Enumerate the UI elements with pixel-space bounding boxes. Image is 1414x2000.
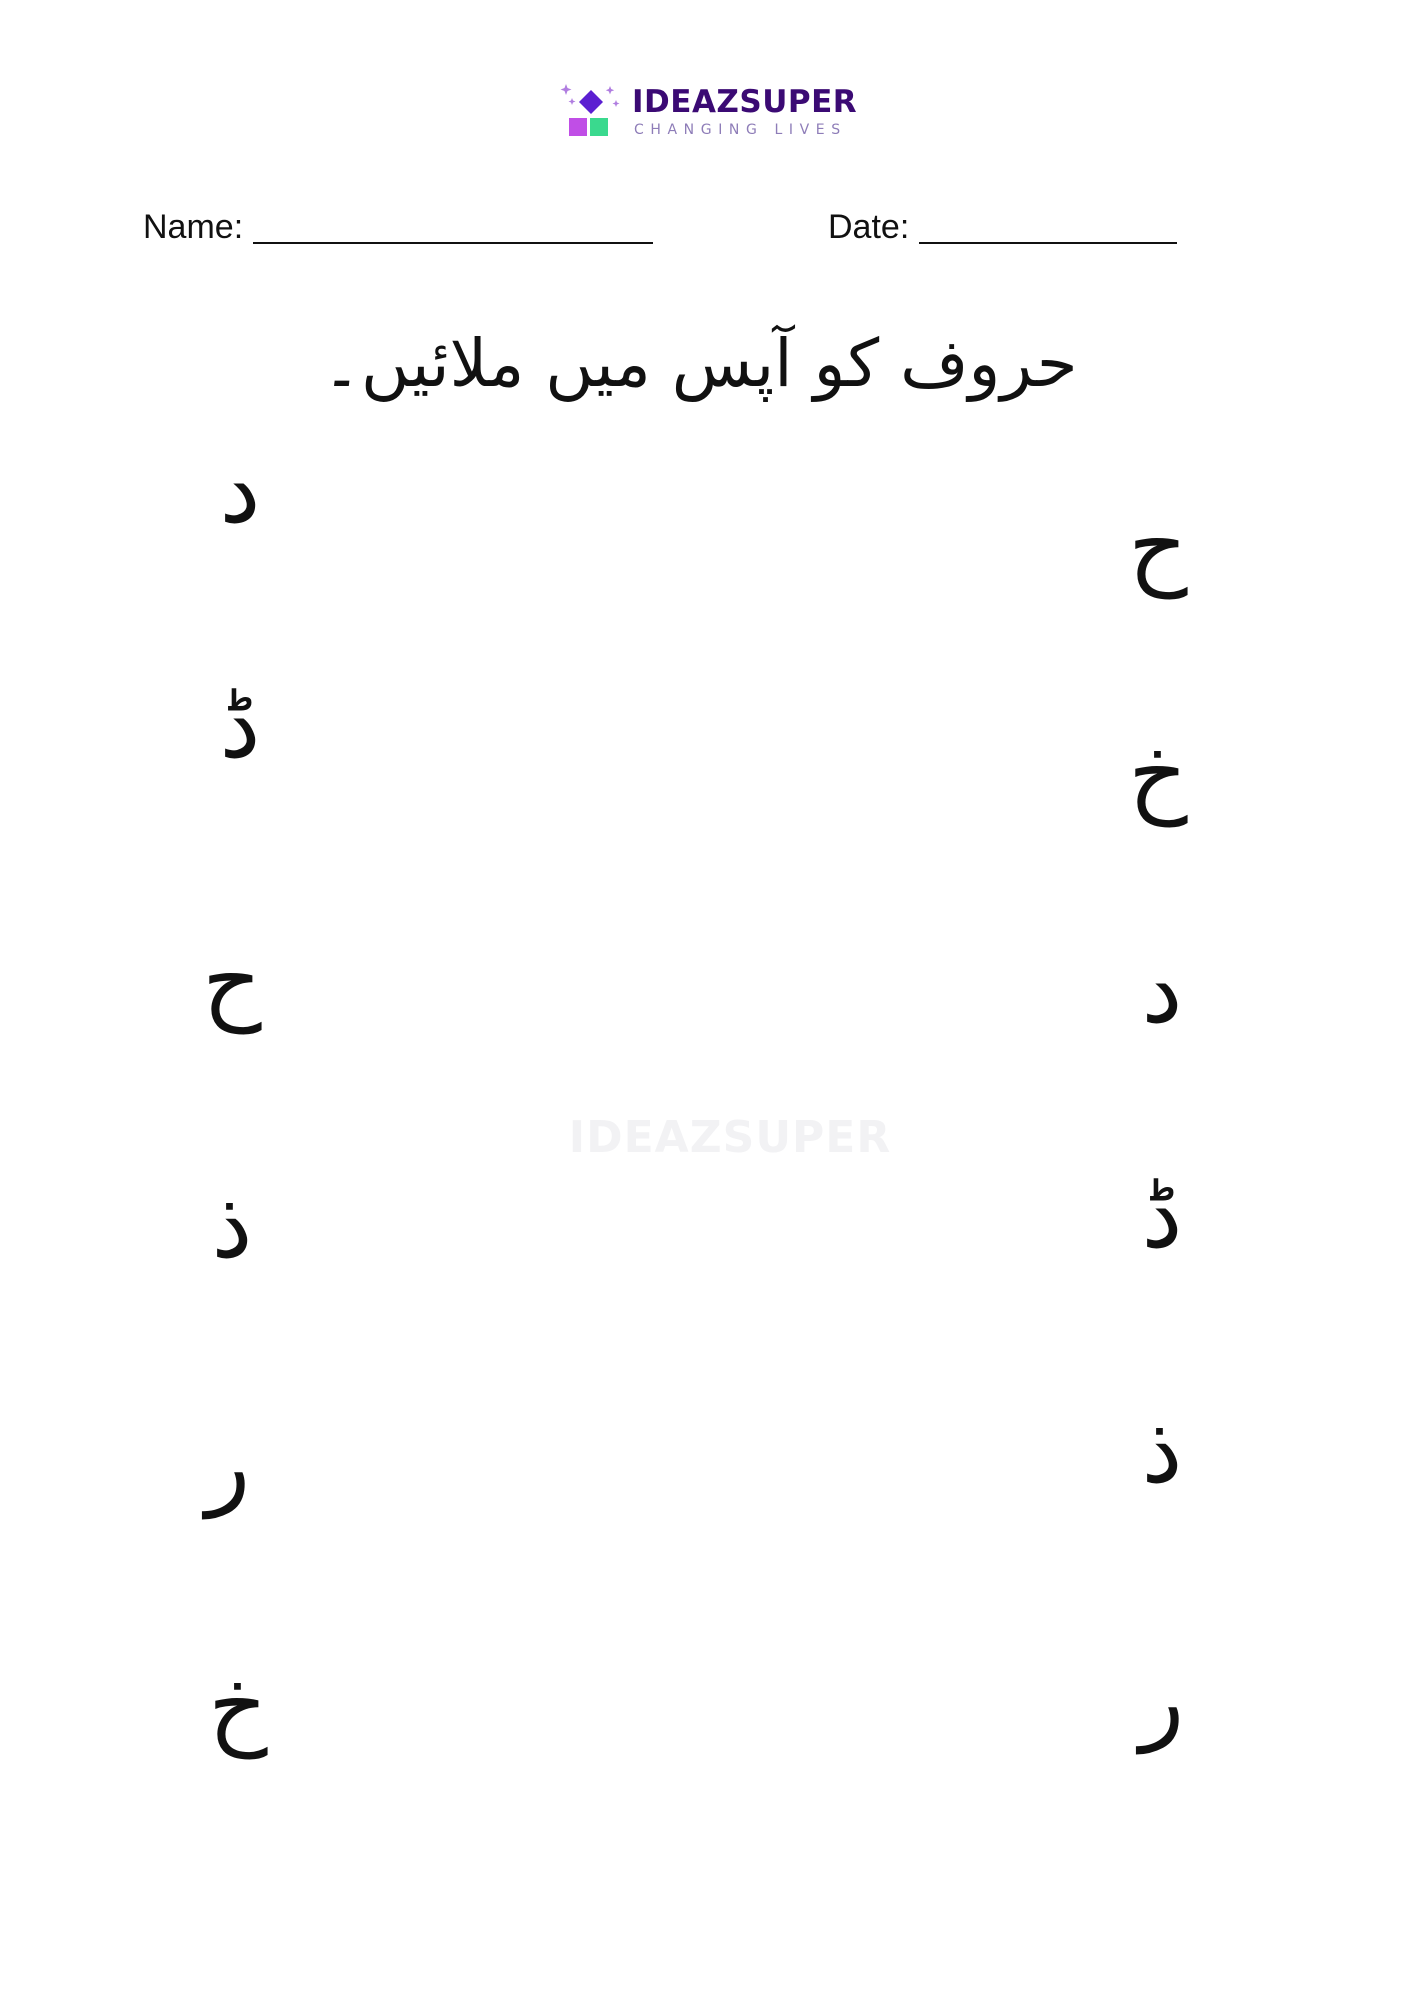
left-letter-5[interactable]: ر [205,1412,251,1519]
name-field[interactable] [143,202,653,247]
name-blank-line[interactable] [253,208,653,244]
date-field[interactable] [828,202,1177,247]
logo-wordmark: IDEAZSUPER [632,84,858,120]
logo-tagline: CHANGING LIVES [634,122,847,138]
right-letter-4[interactable]: ڈ [1141,1162,1183,1269]
left-letter-6[interactable]: خ [208,1652,268,1759]
watermark: IDEAZSUPER [568,1112,892,1163]
brand-logo [560,78,860,148]
right-letter-6[interactable]: ر [1139,1647,1185,1754]
left-letter-2[interactable]: ڈ [219,672,261,779]
name-label: Name: [143,208,244,246]
right-letter-2[interactable]: خ [1128,720,1188,827]
instruction-title: حروف کو آپس میں ملائیں۔ [322,325,1078,402]
right-letter-3[interactable]: د [1141,937,1183,1044]
left-letter-4[interactable]: ذ [211,1172,253,1279]
left-letter-3[interactable]: ح [202,927,262,1034]
logo-mark-icon [560,82,624,142]
date-label: Date: [828,208,910,246]
date-blank-line[interactable] [919,208,1177,244]
right-letter-5[interactable]: ذ [1141,1397,1183,1504]
left-letter-1[interactable]: د [219,437,261,544]
right-letter-1[interactable]: ح [1128,492,1188,599]
